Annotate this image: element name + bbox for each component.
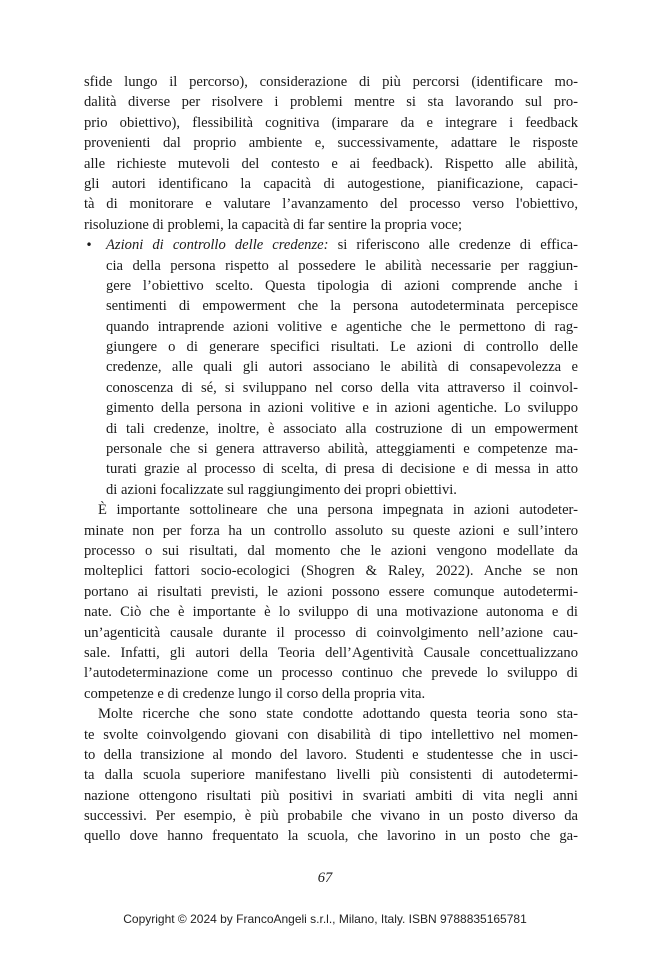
text-line: te svolte coinvolgendo giovani con disabilità di tipo intellettivo nel momen- (84, 726, 578, 743)
text-line: cia della persona rispetto al possedere le abilità necessarie per raggiun- (106, 257, 578, 274)
page-number: 67 (317, 870, 333, 886)
text-line: l’autodeterminazione come un processo continuo che prevede lo sviluppo di (84, 665, 578, 682)
text-line: nate. Ciò che è importante è lo sviluppo di una motivazione autonoma e di (84, 604, 578, 621)
bullet-first-line (106, 235, 578, 255)
text-line: quando intraprende azioni volitive e agentiche che le permettono di rag- (106, 318, 578, 335)
text-line: conoscenza di sé, si sviluppano nel corso della vita attraverso il coinvol- (106, 379, 578, 396)
text-line: molteplici fattori socio-ecologici (Shogren & Raley, 2022). Anche se non (84, 563, 578, 580)
text-line: portano ai risultati previsti, le azioni possono essere comunque autodetermi- (84, 583, 578, 600)
text-line: sfide lungo il percorso), considerazione di più percorsi (identificare mo- (84, 74, 578, 90)
text-line: competenze e di credenze lungo il corso della propria vita. (84, 685, 426, 702)
text-line: gli autori identificano la capacità di autogestione, pianificazione, capaci- (84, 175, 578, 192)
text-line: gimento della persona in azioni volitive e in azioni agentiche. Lo sviluppo (106, 400, 578, 417)
text-line: to della transizione al mondo del lavoro. Studenti e studentesse che in usci- (84, 746, 578, 763)
text-line: ta dalla scuola superiore manifestano livelli più consistenti di autodetermi- (84, 767, 578, 784)
text-line: tà di monitorare e valutare l’avanzamento del processo verso l'obiettivo, (84, 196, 578, 213)
text-line: gere l’obiettivo scelto. Questa tipologia di azioni comprende anche i (106, 277, 578, 294)
text-line: quello dove hanno frequentato la scuola, che lavorino in un posto che ga- (84, 828, 578, 845)
bullet-icon: • (85, 238, 93, 253)
text-line: credenze, alle quali gli autori associano le abilità di consapevolezza e (106, 359, 578, 376)
bullet-item (84, 235, 578, 500)
text-line: di azioni focalizzate sul raggiungimento dei propri obiettivi. (106, 481, 457, 498)
text-line: È importante sottolineare che una persona impegnata in azioni autodeter- (98, 502, 578, 519)
paragraph (84, 704, 578, 847)
text-line: giungere o di generare specifici risultati. Le azioni di controllo delle (106, 339, 578, 356)
bullet-first-line-rest: si riferiscono alle credenze di effica- (328, 237, 579, 254)
text-line: personale che si genera attraverso abilità, atteggiamenti e competenze ma- (106, 441, 578, 458)
text-line: risoluzione di problemi, la capacità di far sentire la propria voce; (84, 216, 463, 233)
text-line: un’agenticità causale durante il processo di coinvolgimento nell’azione cau- (84, 624, 578, 641)
body-text (84, 72, 578, 847)
text-line: di tali credenze, inoltre, è associato alla costruzione di un empowerment (106, 420, 578, 437)
text-line: sentimenti di empowerment che la persona autodeterminata percepisce (106, 298, 578, 315)
text-line: successivi. Per esempio, è più probabile che vivano in un posto diverso da (84, 808, 578, 825)
text-line: provenienti dal proprio ambiente e, successivamente, adattare le risposte (84, 135, 578, 152)
text-line: prio obiettivo), flessibilità cognitiva (imparare da e integrare i feedback (84, 114, 578, 131)
text-line: nazione ottengono risultati più positivi in svariati ambiti di vita negli anni (84, 787, 578, 804)
paragraph-continuation (84, 72, 578, 235)
copyright-notice: Copyright © 2024 by FrancoAngeli s.r.l., Milano, Italy. ISBN 9788835165781 (123, 912, 527, 926)
text-line: alle richieste mutevoli del contesto e ai feedback). Rispetto alle abilità, (84, 155, 578, 172)
text-line: Molte ricerche che sono state condotte adottando questa teoria sono sta- (98, 706, 578, 723)
text-line: sale. Infatti, gli autori della Teoria dell’Agentività Causale concettualizzano (84, 644, 578, 661)
text-line: dalità diverse per risolvere i problemi mentre si sta lavorando sul pro- (84, 94, 578, 111)
text-line: turati grazie al processo di scelta, di presa di decisione e di messa in atto (106, 461, 578, 478)
paragraph (84, 500, 578, 704)
text-line: minate non per forza ha un controllo assoluto su queste azioni e sull’intero (84, 522, 578, 539)
text-line: processo o sui risultati, dal momento che le azioni vengono modellate da (84, 542, 578, 559)
bullet-heading: Azioni di controllo delle credenze: (106, 237, 329, 254)
